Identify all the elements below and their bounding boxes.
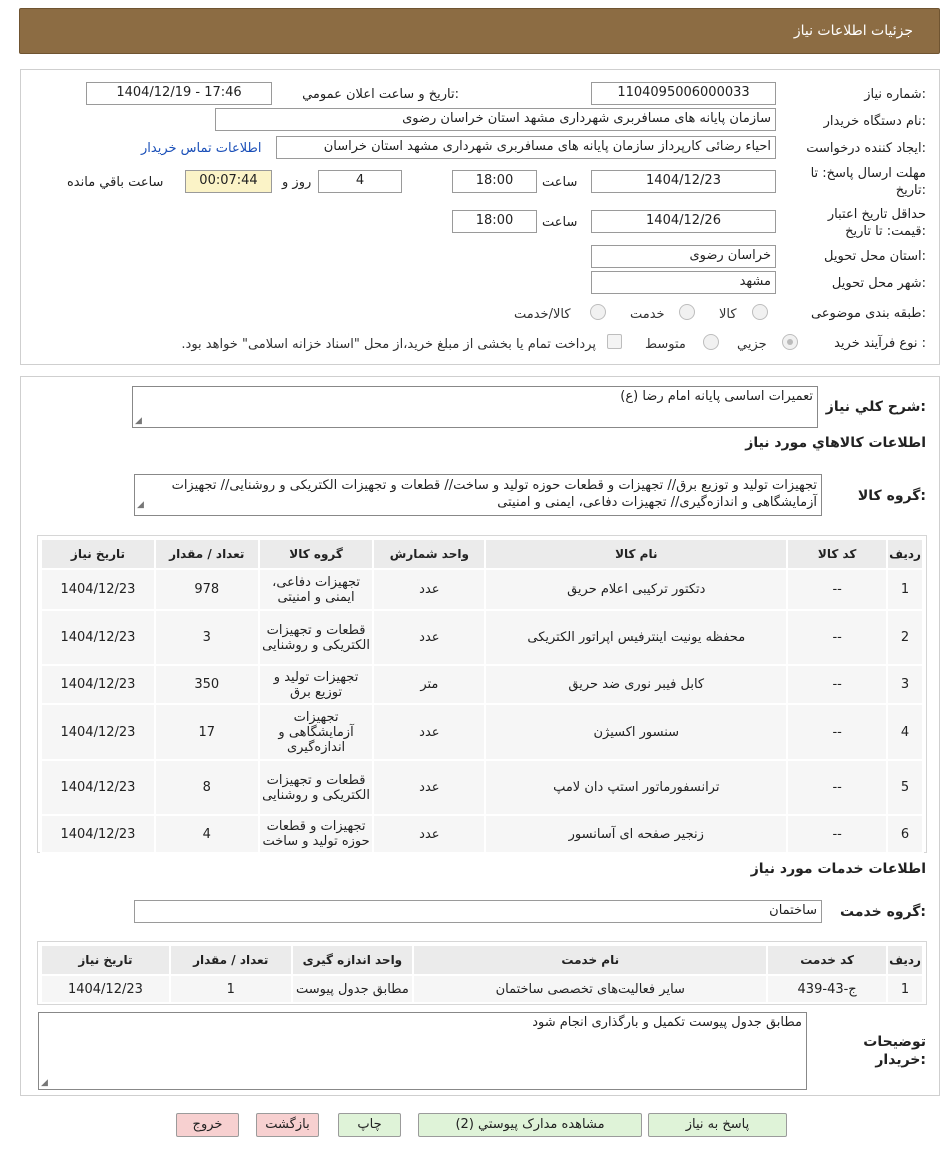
deadline-date-field: 1404/12/23	[591, 170, 776, 193]
process-radio-medium[interactable]	[703, 334, 719, 350]
services-table-header-row	[41, 945, 923, 975]
cell-row-number: 1	[887, 975, 923, 1003]
treasury-checkbox[interactable]	[607, 334, 622, 349]
reply-button[interactable]: پاسخ به نیاز	[648, 1113, 787, 1137]
cell-goods-code: --	[787, 704, 887, 760]
cell-service-name: سایر فعالیت‌های تخصصی ساختمان	[413, 975, 767, 1003]
table-row	[41, 610, 923, 665]
cell-goods-code: --	[787, 665, 887, 704]
view-attachments-button[interactable]: مشاهده مدارک پیوستي (2)	[418, 1113, 642, 1137]
cell-quantity: 4	[155, 815, 259, 853]
days-field: 4	[318, 170, 402, 193]
treasury-note: پرداخت تمام یا بخشی از مبلغ خرید،از محل "اسناد خزانه اسلامی" خواهد بود.	[181, 337, 596, 352]
print-button[interactable]: چاپ	[338, 1113, 401, 1137]
col-header-quantity: تعداد / مقدار	[170, 945, 292, 975]
province-label: استان محل تحویل:	[824, 249, 926, 264]
process-option-small: جزيي	[737, 337, 767, 352]
buyer-notes-label-1: توضیحات	[863, 1034, 926, 1050]
col-header-need-date: تاریخ نیاز	[41, 539, 155, 569]
desc-label: شرح كلي نياز:	[825, 399, 926, 415]
goods-table	[40, 538, 924, 854]
cell-goods-name: سنسور اکسیژن	[485, 704, 787, 760]
cell-quantity: 978	[155, 569, 259, 610]
services-table	[40, 944, 924, 1004]
goods-group-field	[134, 474, 822, 516]
cell-need-date: 1404/12/23	[41, 610, 155, 665]
category-option-goods-service: کالا/خدمت	[514, 307, 571, 322]
cell-goods-code: --	[787, 569, 887, 610]
cell-goods-code: --	[787, 610, 887, 665]
cell-need-date: 1404/12/23	[41, 569, 155, 610]
page-title: جزئیات اطلاعات نیاز	[793, 23, 913, 39]
cell-unit: عدد	[373, 760, 485, 815]
cell-row-number: 4	[887, 704, 923, 760]
cell-unit: عدد	[373, 610, 485, 665]
table-row	[41, 815, 923, 853]
deadline-time-field: 18:00	[452, 170, 537, 193]
cell-unit: عدد	[373, 815, 485, 853]
page-header	[19, 8, 940, 54]
validity-label-1: حداقل تاریخ اعتبار	[827, 207, 926, 222]
cell-goods-code: --	[787, 815, 887, 853]
buyer-org-field: سازمان پایانه های مسافربری شهرداری مشهد استان خراسان رضوی	[215, 108, 776, 131]
remaining-timer: 00:07:44	[185, 170, 272, 193]
cell-need-date: 1404/12/23	[41, 704, 155, 760]
table-row	[41, 704, 923, 760]
cell-row-number: 2	[887, 610, 923, 665]
resize-grip-icon: ◢	[41, 1078, 48, 1088]
process-option-medium: متوسط	[645, 337, 686, 352]
col-header-need-date: تاریخ نیاز	[41, 945, 170, 975]
city-label: شهر محل تحویل:	[831, 276, 926, 291]
cell-quantity: 3	[155, 610, 259, 665]
desc-field	[132, 386, 818, 428]
requester-field: احیاء رضائی کارپرداز سازمان پایانه های مسافربری شهرداری مشهد استان خراسان	[276, 136, 776, 159]
service-group-label: گروه خدمت:	[840, 904, 926, 920]
cell-unit: عدد	[373, 569, 485, 610]
col-header-quantity: تعداد / مقدار	[155, 539, 259, 569]
resize-grip-icon: ◢	[137, 500, 144, 510]
province-field: خراسان رضوی	[591, 245, 776, 268]
goods-section-title: اطلاعات کالاهاي مورد نياز	[745, 435, 926, 451]
cell-row-number: 6	[887, 815, 923, 853]
cell-row-number: 3	[887, 665, 923, 704]
cell-goods-group: تجهیزات تولید و توزیع برق	[259, 665, 374, 704]
cell-service-code: ج-43-439	[767, 975, 887, 1003]
validity-date-field: 1404/12/26	[591, 210, 776, 233]
col-header-measure-unit: واحد اندازه گیری	[292, 945, 414, 975]
col-header-unit: واحد شمارش	[373, 539, 485, 569]
resize-grip-icon: ◢	[135, 416, 142, 426]
goods-table-header-row	[41, 539, 923, 569]
category-radio-goods[interactable]	[752, 304, 768, 320]
cell-row-number: 5	[887, 760, 923, 815]
desc-text: تعمیرات اساسی پایانه امام رضا (ع)	[620, 389, 813, 404]
col-header-goods-group: گروه کالا	[259, 539, 374, 569]
table-row	[41, 665, 923, 704]
cell-goods-name: محفظه یونیت اینترفیس اپراتور الکتریکی	[485, 610, 787, 665]
cell-quantity: 1	[170, 975, 292, 1003]
col-header-goods-code: کد کالا	[787, 539, 887, 569]
cell-unit: متر	[373, 665, 485, 704]
announce-label: تاریخ و ساعت اعلان عمومي:	[302, 87, 459, 102]
cell-goods-group: تجهیزات آزمایشگاهی و اندازه‌گیری	[259, 704, 374, 760]
cell-goods-name: زنجیر صفحه ای آسانسور	[485, 815, 787, 853]
cell-quantity: 350	[155, 665, 259, 704]
cell-goods-group: قطعات و تجهیزات الکتریکی و روشنایی	[259, 760, 374, 815]
buyer-contact-link[interactable]: اطلاعات تماس خریدار	[141, 141, 262, 156]
city-field: مشهد	[591, 271, 776, 294]
cell-quantity: 8	[155, 760, 259, 815]
need-number-label: شماره نیاز:	[864, 87, 926, 102]
table-row	[41, 975, 923, 1003]
col-header-service-name: نام خدمت	[413, 945, 767, 975]
table-row	[41, 569, 923, 610]
service-group-field: ساختمان	[134, 900, 822, 923]
validity-time-label: ساعت	[542, 215, 578, 230]
category-option-service: خدمت	[630, 307, 665, 322]
cell-goods-name: ترانسفورماتور استپ دان لامپ	[485, 760, 787, 815]
col-header-row-number: ردیف	[887, 945, 923, 975]
deadline-label-1: مهلت ارسال پاسخ: تا	[810, 166, 926, 181]
cell-goods-group: قطعات و تجهیزات الکتریکی و روشنایی	[259, 610, 374, 665]
exit-button[interactable]: خروج	[176, 1113, 239, 1137]
deadline-label-2: تاریخ:	[895, 183, 926, 198]
buyer-notes-label-2: خریدار:	[875, 1052, 926, 1068]
buyer-notes-text: مطابق جدول پیوست تکمیل و بارگذاری انجام شود	[532, 1015, 802, 1030]
col-header-row-number: ردیف	[887, 539, 923, 569]
validity-time-field: 18:00	[452, 210, 537, 233]
table-row	[41, 760, 923, 815]
validity-label-2: قیمت: تا تاریخ:	[845, 224, 926, 239]
cell-goods-group: تجهیزات دفاعی، ایمنی و امنیتی	[259, 569, 374, 610]
category-label: طبقه بندی موضوعی:	[810, 306, 926, 321]
category-radio-goods-service[interactable]	[590, 304, 606, 320]
buyer-notes-field	[38, 1012, 807, 1090]
cell-goods-group: تجهیزات و قطعات حوزه تولید و ساخت	[259, 815, 374, 853]
process-radio-small[interactable]	[782, 334, 798, 350]
need-number-field: 1104095006000033	[591, 82, 776, 105]
services-section-title: اطلاعات خدمات مورد نياز	[750, 861, 926, 877]
requester-label: ایجاد کننده درخواست:	[806, 141, 926, 156]
cell-unit: عدد	[373, 704, 485, 760]
cell-row-number: 1	[887, 569, 923, 610]
cell-need-date: 1404/12/23	[41, 975, 170, 1003]
cell-goods-name: دتکتور ترکیبی اعلام حریق	[485, 569, 787, 610]
category-option-goods: کالا	[719, 307, 737, 322]
cell-need-date: 1404/12/23	[41, 665, 155, 704]
days-label: روز و	[282, 175, 312, 190]
deadline-time-label: ساعت	[542, 175, 578, 190]
remaining-label: ساعت باقي مانده	[67, 175, 164, 190]
goods-group-text: تجهیزات تولید و توزیع برق// تجهیزات و قطعات حوزه تولید و ساخت// قطعات و تجهیزات الکتریکی و روشنایی// تجهیزات آزمایشگاهی و اندازه‌گیری// تجهیزات دفاعی، ایمنی و امنیتی	[171, 478, 817, 510]
cell-goods-name: کابل فیبر نوری ضد حریق	[485, 665, 787, 704]
col-header-service-code: کد خدمت	[767, 945, 887, 975]
cell-need-date: 1404/12/23	[41, 815, 155, 853]
cell-goods-code: --	[787, 760, 887, 815]
cell-quantity: 17	[155, 704, 259, 760]
col-header-goods-name: نام کالا	[485, 539, 787, 569]
category-radio-service[interactable]	[679, 304, 695, 320]
cell-need-date: 1404/12/23	[41, 760, 155, 815]
announce-field: 1404/12/19 - 17:46	[86, 82, 272, 105]
cell-measure-unit: مطابق جدول پیوست	[292, 975, 414, 1003]
goods-group-label: گروه کالا:	[857, 488, 926, 504]
back-button[interactable]: بازگشت	[256, 1113, 319, 1137]
buyer-org-label: نام دستگاه خریدار:	[823, 114, 926, 129]
process-label: نوع فرآیند خرید :	[834, 336, 926, 351]
